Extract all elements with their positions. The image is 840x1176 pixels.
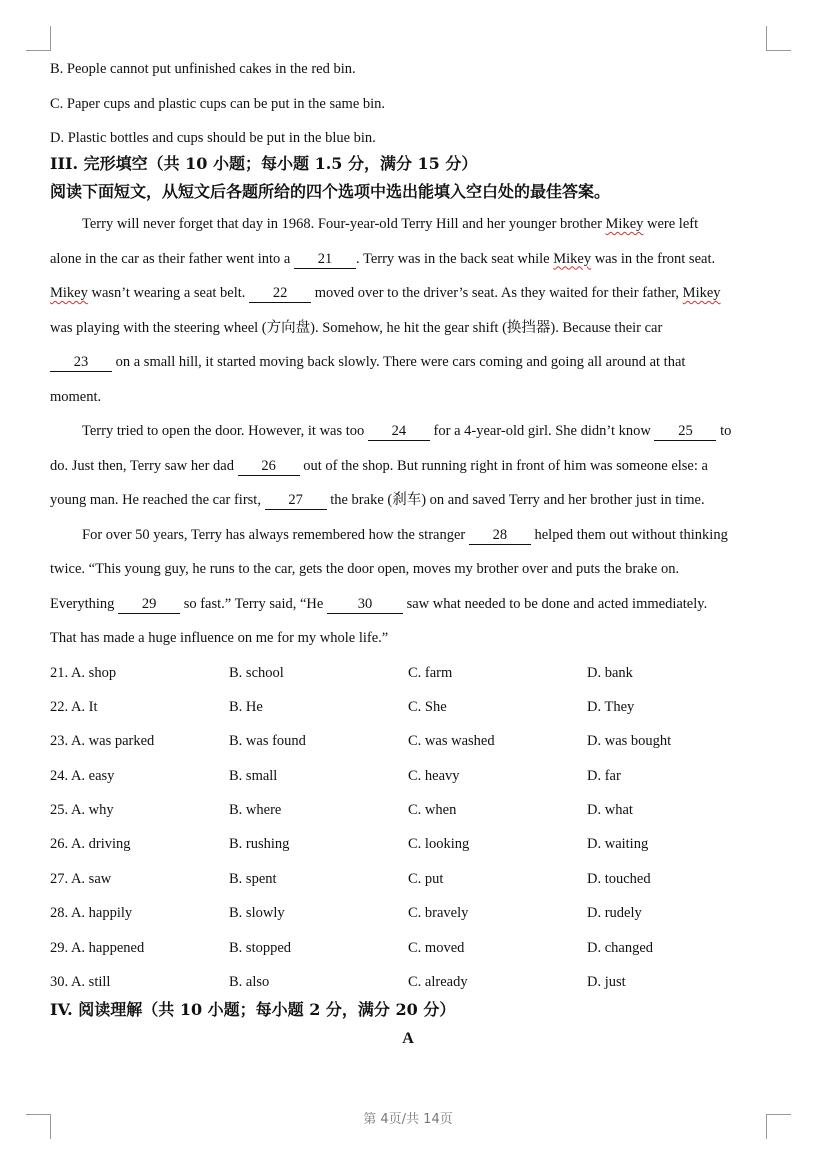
passage-line: Terry will never forget that day in 1968. Four-year-old Terry Hill and her younger brother Mikey were left — [82, 216, 699, 232]
name-mikey: Mikey — [605, 216, 644, 232]
question-row: 23. A. was parked B. was found C. was washed D. was bought — [50, 733, 672, 750]
question-row: 29. A. happened B. stopped C. moved D. changed — [50, 939, 654, 956]
name-mikey: Mikey — [50, 285, 88, 301]
blank-29: 29 — [118, 595, 180, 614]
passage-line: moment. — [50, 388, 102, 405]
prev-option-b: B. People cannot put unfinished cakes in the red bin. — [50, 61, 356, 77]
page-content — [50, 56, 770, 1053]
name-mikey: Mikey — [553, 250, 592, 267]
passage — [50, 211, 770, 660]
prev-option-c: C. Paper cups and plastic cups can be put in the same bin. — [50, 95, 386, 112]
passage-line: young man. He reached the car first, 27 the brake (刹车) on and saved Terry and her brother just in time. — [50, 492, 705, 508]
name-mikey: Mikey — [682, 285, 721, 301]
blank-30: 30 — [327, 595, 403, 614]
blank-28: 28 — [469, 526, 531, 545]
blank-23: 23 — [50, 353, 112, 372]
blank-27: 27 — [265, 491, 327, 510]
question-row: 24. A. easy B. small C. heavy D. far — [50, 767, 621, 784]
passage-line: do. Just then, Terry saw her dad 26 out of the shop. But running right in front of him was someone else: a — [50, 457, 708, 474]
page-number: 第 4页/共 14页 — [363, 1112, 453, 1127]
blank-25: 25 — [654, 422, 716, 441]
blank-24: 24 — [368, 422, 430, 441]
question-row: 28. A. happily B. slowly C. bravely D. rudely — [50, 905, 642, 922]
passage-line: was playing with the steering wheel (方向盘). Somehow, he hit the gear shift (换挡器). Because their car — [50, 319, 663, 336]
question-row: 26. A. driving B. rushing C. looking D. waiting — [50, 836, 649, 853]
passage-line: Mikey wasn’t wearing a seat belt. 22 moved over to the driver’s seat. As they waited for their father, Mikey — [50, 285, 721, 301]
passage-line: Everything 29 so fast.” Terry said, “He 30 saw what needed to be done and acted immediately. — [50, 595, 708, 612]
passage-line: For over 50 years, Terry has always remembered how the stranger 28 helped them out without thinking — [82, 526, 728, 543]
section4-part-label: A — [402, 1030, 414, 1048]
section4-title: IV. 阅读理解（共 10 小题；每小题 2 分，满分 20 分） — [50, 1000, 456, 1020]
passage-line: twice. “This young guy, he runs to the car, gets the door open, moves my brother over and puts the brake on. — [50, 561, 680, 577]
question-row: 22. A. It B. He C. She D. They — [50, 698, 635, 715]
crop-mark-top-left — [26, 26, 51, 51]
blank-22: 22 — [249, 284, 311, 303]
question-row: 25. A. why B. where C. when D. what — [50, 802, 633, 819]
question-row: 30. A. still B. also C. already D. just — [50, 974, 626, 991]
passage-line: alone in the car as their father went into a 21 . Terry was in the back seat while Mikey was in the front seat. — [50, 250, 716, 267]
blank-26: 26 — [238, 457, 300, 476]
section3-instruction: 阅读下面短文，从短文后各题所给的四个选项中选出能填入空白处的最佳答案。 — [50, 182, 611, 201]
crop-mark-top-right — [766, 26, 791, 51]
blank-21: 21 — [294, 250, 356, 269]
prev-option-d: D. Plastic bottles and cups should be put in the blue bin. — [50, 130, 376, 146]
question-options — [50, 660, 770, 998]
section3-title: III. 完形填空（共 10 小题；每小题 1.5 分，满分 15 分） — [50, 154, 478, 173]
passage-line: That has made a huge influence on me for my whole life.” — [50, 630, 389, 646]
passage-line: 23 on a small hill, it started moving back slowly. There were cars coming and going all around at that — [50, 349, 770, 384]
passage-line: Terry tried to open the door. However, it was too 24 for a 4-year-old girl. She didn’t know 25 to — [82, 423, 732, 439]
question-row: 21. A. shop B. school C. farm D. bank — [50, 664, 633, 681]
question-row: 27. A. saw B. spent C. put D. touched — [50, 870, 651, 887]
